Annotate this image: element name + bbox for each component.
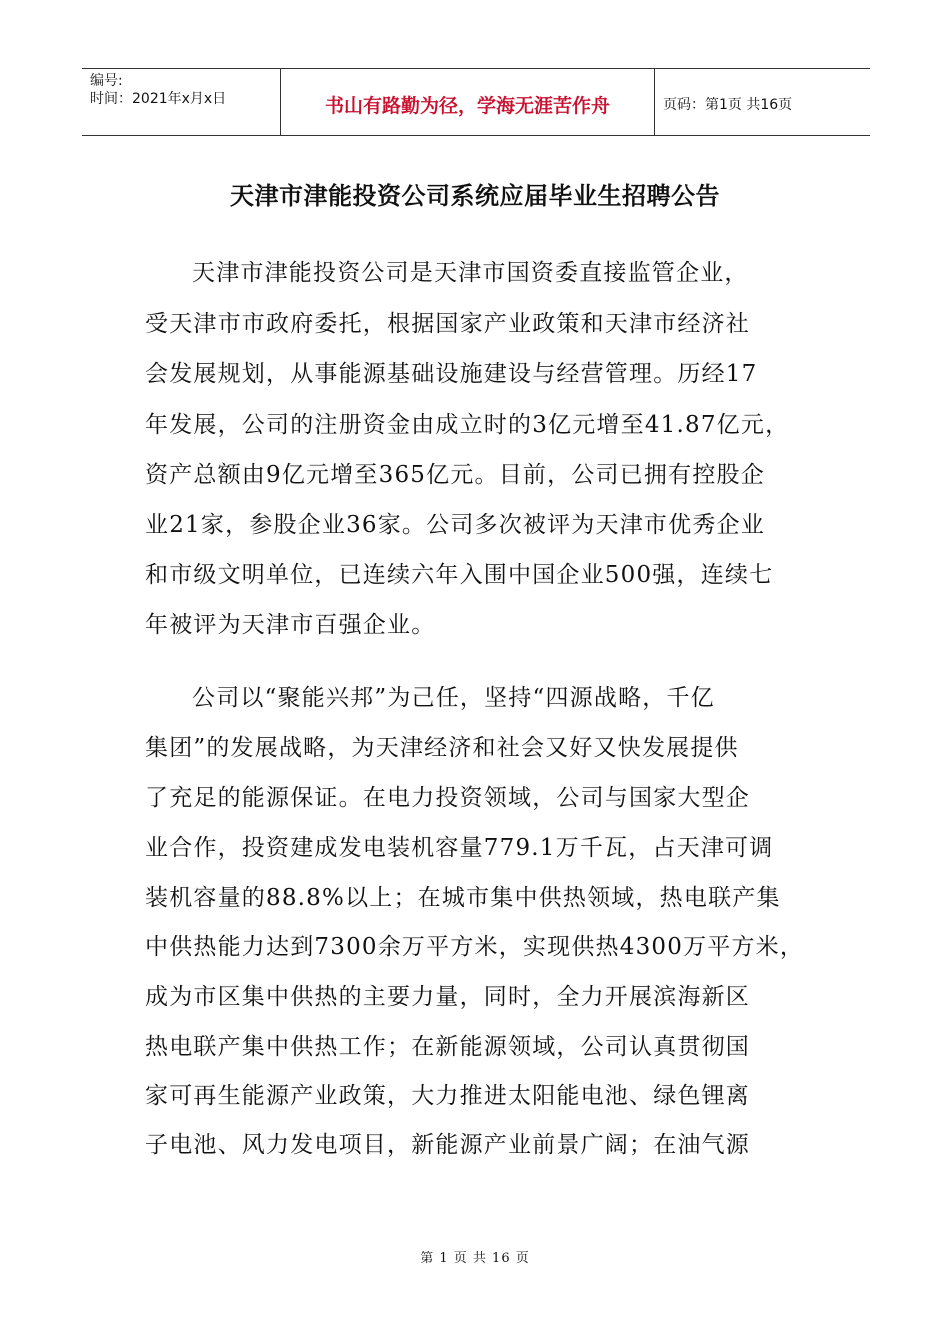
paragraph-line: 成为市区集中供热的主要力量，同时，全力开展滨海新区 [145, 984, 750, 1010]
paragraph-line: 集团”的发展战略，为天津经济和社会又好又快发展提供 [145, 735, 739, 761]
paragraph-line: 受天津市市政府委托，根据国家产业政策和天津市经济社 [145, 311, 750, 337]
paragraph-line: 装机容量的88.8%以上；在城市集中供热领域，热电联产集 [145, 885, 781, 911]
paragraph-line: 热电联产集中供热工作；在新能源领域，公司认真贯彻国 [145, 1034, 750, 1060]
paragraph-line: 公司以“聚能兴邦”为己任，坚持“四源战略，千亿 [192, 685, 715, 711]
paragraph-line: 年被评为天津市百强企业。 [145, 612, 436, 638]
paragraph-line: 会发展规划，从事能源基础设施建设与经营管理。历经17 [145, 361, 758, 387]
date-label: 时间：2021年x月x日 [90, 91, 227, 107]
paragraph-line: 业21家，参股企业36家。公司多次被评为天津市优秀企业 [145, 512, 765, 538]
paragraph-line: 家可再生能源产业政策，大力推进太阳能电池、绿色锂离 [145, 1083, 750, 1109]
paragraph-line: 了充足的能源保证。在电力投资领域，公司与国家大型企 [145, 785, 750, 811]
paragraph-line: 中供热能力达到7300余万平方米，实现供热4300万平方米， [145, 934, 805, 960]
serial-number-label: 编号: [90, 73, 123, 89]
paragraph-line: 和市级文明单位，已连续六年入围中国企业500强，连续七 [145, 562, 774, 588]
document-header [82, 68, 870, 136]
paragraph-line: 业合作，投资建成发电装机容量779.1万千瓦，占天津可调 [145, 835, 774, 861]
paragraph-line: 子电池、风力发电项目，新能源产业前景广阔；在油气源 [145, 1132, 750, 1158]
paragraph-line: 年发展，公司的注册资金由成立时的3亿元增至41.87亿元， [145, 412, 790, 438]
page-footer: 第 1 页 共 16 页 [420, 1251, 530, 1266]
paragraph-line: 天津市津能投资公司是天津市国资委直接监管企业， [192, 260, 749, 286]
header-meta-cell [82, 69, 281, 135]
document-title: 天津市津能投资公司系统应届毕业生招聘公告 [230, 182, 720, 210]
paragraph-line: 资产总额由9亿元增至365亿元。目前，公司已拥有控股企 [145, 462, 765, 488]
header-motto: 书山有路勤为径，学海无涯苦作舟 [281, 69, 655, 135]
header-page-info: 页码：第1页 共16页 [663, 97, 793, 113]
